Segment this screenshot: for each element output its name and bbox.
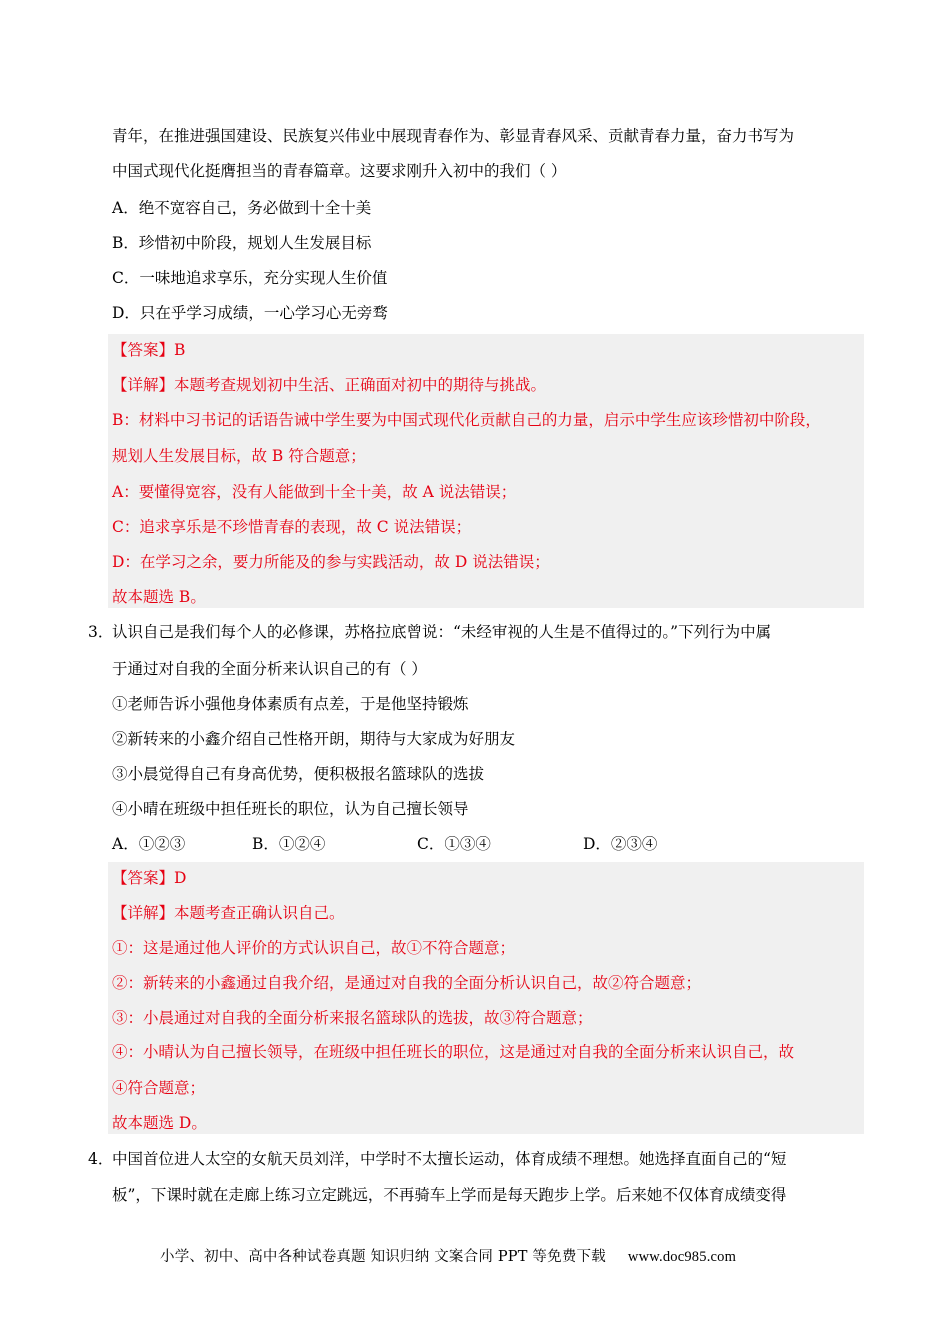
q3-item-3: ③小晨觉得自己有身高优势，便积极报名篮球队的选拔 xyxy=(112,765,485,783)
q2-option-d: D．只在乎学习成绩，一心学习心无旁骛 xyxy=(112,304,388,322)
q3-option-b: B．①②④ xyxy=(252,835,326,853)
footer-text: 小学、初中、高中各种试卷真题 知识归纳 文案合同 PPT 等免费下载 xyxy=(160,1249,606,1265)
q3-explain-5: ④：小晴认为自己擅长领导，在班级中担任班长的职位，这是通过对自我的全面分析来认识自己，故 xyxy=(112,1043,795,1061)
footer-url[interactable]: www.doc985.com xyxy=(627,1249,737,1265)
q2-option-a: A．绝不宽容自己，务必做到十全十美 xyxy=(112,199,372,217)
q3-explain-3: ②：新转来的小鑫通过自我介绍，是通过对自我的全面分析认识自己，故②符合题意； xyxy=(112,974,702,992)
q4-number: 4． xyxy=(88,1150,114,1168)
q2-explain-2: B：材料中习书记的话语告诫中学生要为中国式现代化贡献自己的力量，启示中学生应该珍惜初中阶段， xyxy=(112,411,821,429)
q2-explain-6: D：在学习之余，要力所能及的参与实践活动，故 D 说法错误； xyxy=(112,553,550,571)
q2-explain-4: A：要懂得宽容，没有人能做到十全十美，故 A 说法错误； xyxy=(112,483,517,501)
q3-explain-2: ①：这是通过他人评价的方式认识自己，故①不符合题意； xyxy=(112,939,516,957)
q3-option-d: D．②③④ xyxy=(583,835,658,853)
q2-explain-3: 规划人生发展目标，故 B 符合题意； xyxy=(112,447,366,465)
q2-stem-line-1: 青年，在推进强国建设、民族复兴伟业中展现青春作为、彰显青春风采、贡献青春力量，奋力书写为 xyxy=(112,127,795,145)
q3-option-a: A．①②③ xyxy=(112,835,186,853)
q3-stem-line-2: 于通过对自我的全面分析来认识自己的有（ ） xyxy=(112,660,427,678)
q3-explain-7: 故本题选 D。 xyxy=(112,1114,207,1132)
q2-explain-7: 故本题选 B。 xyxy=(112,588,206,606)
q3-explain-1: 【详解】本题考查正确认识自己。 xyxy=(112,904,345,922)
q3-explain-4: ③：小晨通过对自我的全面分析来报名篮球队的选拔，故③符合题意； xyxy=(112,1009,593,1027)
q4-stem-line-1: 中国首位进人太空的女航天员刘洋，中学时不太擅长运动，体育成绩不理想。她选择直面自己的“短 xyxy=(112,1150,787,1168)
q3-stem-line-1: 认识自己是我们每个人的必修课，苏格拉底曾说：“未经审视的人生是不值得过的。”下列行为中属 xyxy=(112,623,772,641)
q3-explain-6: ④符合题意； xyxy=(112,1079,206,1097)
page-footer xyxy=(160,1245,736,1266)
q2-answer: 【答案】B xyxy=(112,341,186,359)
q3-item-4: ④小晴在班级中担任班长的职位，认为自己擅长领导 xyxy=(112,800,469,818)
q4-stem-line-2: 板”，下课时就在走廊上练习立定跳远，不再骑车上学而是每天跑步上学。后来她不仅体育成绩变得 xyxy=(112,1186,787,1204)
q3-item-2: ②新转来的小鑫介绍自己性格开朗，期待与大家成为好朋友 xyxy=(112,730,516,748)
q2-explain-1: 【详解】本题考查规划初中生活、正确面对初中的期待与挑战。 xyxy=(112,376,547,394)
q3-item-1: ①老师告诉小强他身体素质有点差，于是他坚持锻炼 xyxy=(112,695,469,713)
q2-option-b: B．珍惜初中阶段，规划人生发展目标 xyxy=(112,234,372,252)
q3-number: 3． xyxy=(88,623,114,641)
q3-option-c: C．①③④ xyxy=(417,835,491,853)
q2-stem-line-2: 中国式现代化挺膺担当的青春篇章。这要求刚升入初中的我们（ ） xyxy=(112,162,567,180)
q3-answer: 【答案】D xyxy=(112,869,187,887)
q2-explain-5: C：追求享乐是不珍惜青春的表现，故 C 说法错误； xyxy=(112,518,472,536)
q2-option-c: C．一味地追求享乐，充分实现人生价值 xyxy=(112,269,388,287)
